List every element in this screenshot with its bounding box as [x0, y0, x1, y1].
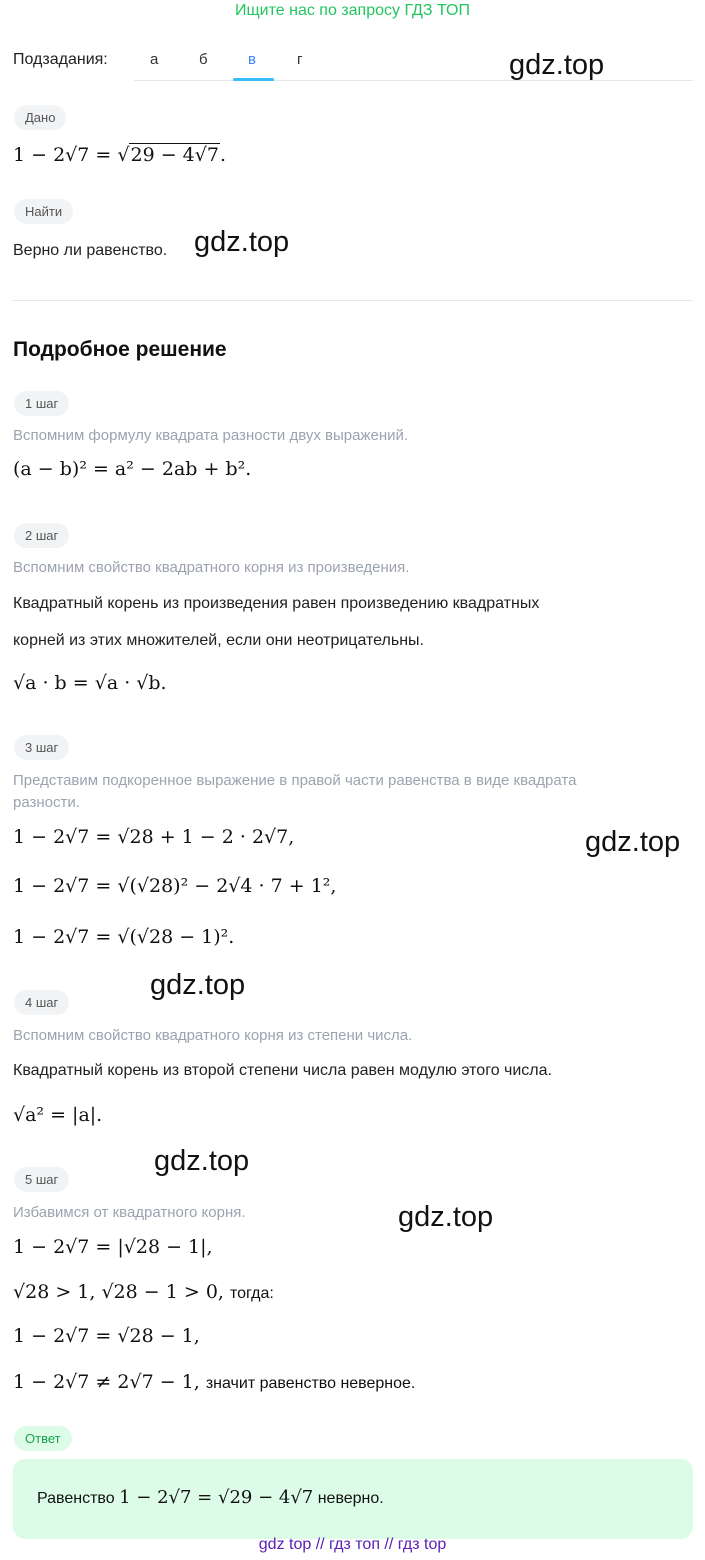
- watermark: gdz.top: [150, 969, 246, 1001]
- step-5-chip: 5 шаг: [14, 1167, 69, 1192]
- find-chip: Найти: [14, 199, 73, 224]
- watermark: gdz.top: [194, 226, 290, 258]
- tab-g[interactable]: г: [297, 51, 303, 68]
- tabs-divider: [134, 80, 693, 81]
- step-5-formula-1: 1 − 2√7 = |√28 − 1|,: [13, 1236, 213, 1258]
- step-5-formula-2: √28 > 1, √28 − 1 > 0, тогда:: [13, 1281, 274, 1303]
- step-4-note: Вспомним свойство квадратного корня из степени числа.: [13, 1027, 413, 1044]
- watermark: gdz.top: [585, 826, 681, 858]
- find-text: Верно ли равенство.: [13, 242, 168, 259]
- step-3-note-line-2: разности.: [13, 794, 80, 811]
- step-5-note: Избавимся от квадратного корня.: [13, 1204, 246, 1221]
- watermark: gdz.top: [154, 1145, 250, 1177]
- given-formula: 1 − 2√7 = √29 − 4√7.: [13, 144, 226, 166]
- step-3-chip: 3 шаг: [14, 735, 69, 760]
- step-3-formula-1: 1 − 2√7 = √28 + 1 − 2 · 2√7,: [13, 826, 295, 848]
- watermark: gdz.top: [509, 49, 605, 81]
- search-hint-banner: Ищите нас по запросу ГДЗ ТОП: [235, 2, 470, 19]
- answer-text: Равенство 1 − 2√7 = √29 − 4√7 неверно.: [37, 1487, 384, 1508]
- step-5-formula-3: 1 − 2√7 = √28 − 1,: [13, 1325, 200, 1347]
- step-1-formula: (a − b)² = a² − 2ab + b².: [13, 458, 252, 480]
- step-3-note-line-1: Представим подкоренное выражение в правой части равенства в виде квадрата: [13, 772, 577, 789]
- step-4-formula: √a² = |a|.: [13, 1104, 103, 1126]
- step-1-chip: 1 шаг: [14, 391, 69, 416]
- given-chip: Дано: [14, 105, 66, 130]
- step-5-formula-4: 1 − 2√7 ≠ 2√7 − 1, значит равенство неверное.: [13, 1371, 416, 1393]
- step-3-formula-2: 1 − 2√7 = √(√28)² − 2√4 · 7 + 1²,: [13, 875, 337, 897]
- step-2-chip: 2 шаг: [14, 523, 69, 548]
- tab-a[interactable]: а: [150, 51, 159, 68]
- footer-links[interactable]: gdz top // гдз топ // гдз top: [258, 1536, 447, 1553]
- tab-b[interactable]: б: [199, 51, 208, 68]
- step-4-chip: 4 шаг: [14, 990, 69, 1015]
- solution-title: Подробное решение: [13, 338, 227, 361]
- step-2-note: Вспомним свойство квадратного корня из произведения.: [13, 559, 410, 576]
- step-4-body: Квадратный корень из второй степени числа равен модулю этого числа.: [13, 1062, 552, 1079]
- step-3-formula-3: 1 − 2√7 = √(√28 − 1)².: [13, 926, 235, 948]
- step-1-note: Вспомним формулу квадрата разности двух выражений.: [13, 427, 409, 444]
- step-2-body-line-1: Квадратный корень из произведения равен произведению квадратных: [13, 595, 540, 612]
- answer-chip: Ответ: [14, 1426, 72, 1451]
- section-divider: [13, 300, 693, 301]
- subtasks-label: Подзадания:: [13, 51, 108, 68]
- watermark: gdz.top: [398, 1201, 494, 1233]
- active-tab-indicator: [233, 78, 274, 81]
- tab-v[interactable]: в: [248, 51, 256, 68]
- step-2-body-line-2: корней из этих множителей, если они неотрицательны.: [13, 632, 424, 649]
- step-2-formula: √a · b = √a · √b.: [13, 672, 167, 694]
